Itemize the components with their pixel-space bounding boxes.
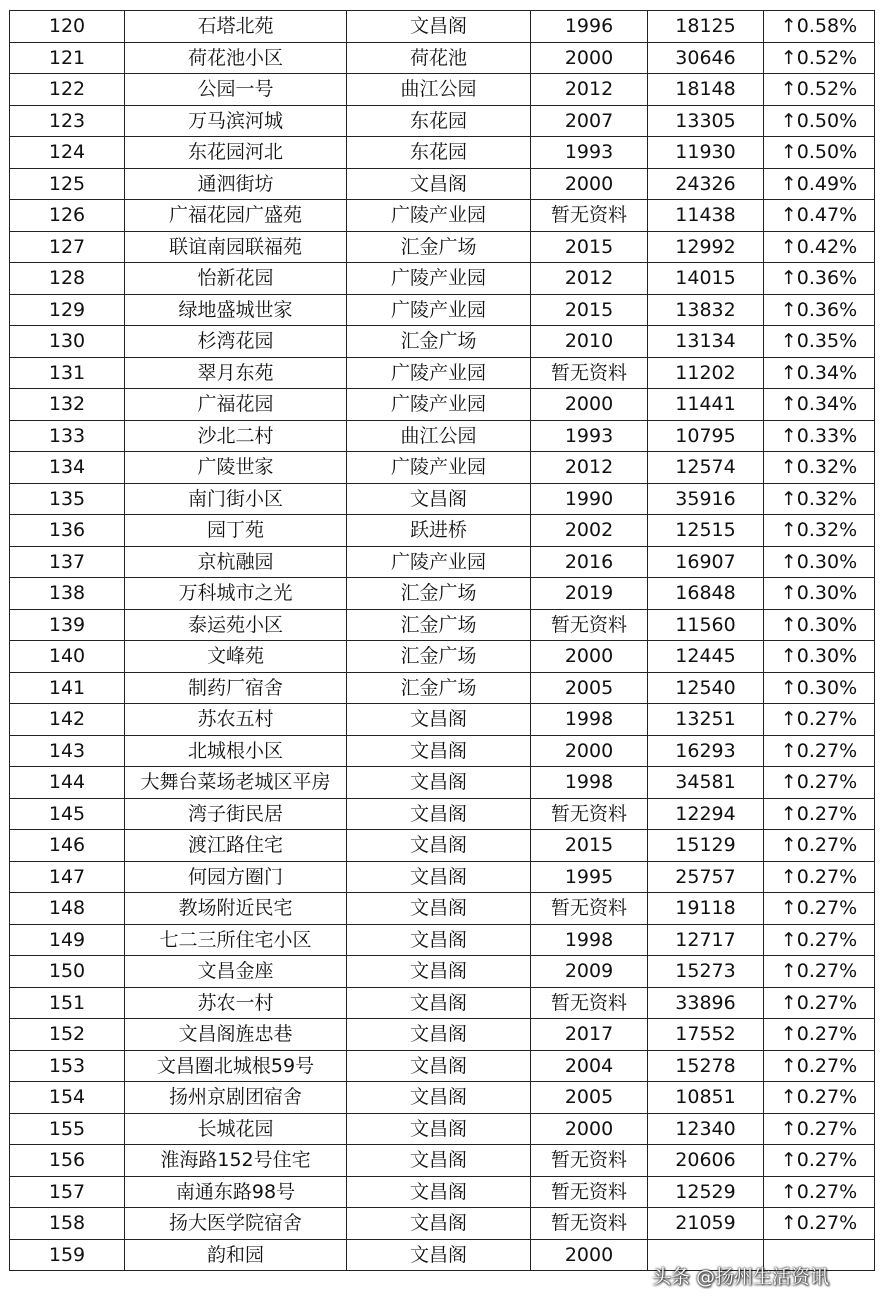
table-row bbox=[10, 105, 875, 137]
table-row bbox=[10, 1208, 875, 1240]
price-cell: 11930 bbox=[648, 137, 764, 169]
price-cell: 12574 bbox=[648, 452, 764, 484]
change-cell: ↑0.27% bbox=[764, 767, 875, 799]
year-cell: 2005 bbox=[531, 1082, 648, 1114]
price-cell: 13134 bbox=[648, 326, 764, 358]
area-cell: 广陵产业园 bbox=[347, 389, 531, 421]
price-cell: 10795 bbox=[648, 420, 764, 452]
area-cell: 汇金广场 bbox=[347, 578, 531, 610]
table-row bbox=[10, 830, 875, 862]
table-row bbox=[10, 1145, 875, 1177]
community-cell: 南通东路98号 bbox=[125, 1176, 347, 1208]
table-row bbox=[10, 735, 875, 767]
change-cell: ↑0.32% bbox=[764, 452, 875, 484]
year-cell: 2012 bbox=[531, 263, 648, 295]
year-cell: 暂无资料 bbox=[531, 798, 648, 830]
rank-cell: 144 bbox=[10, 767, 125, 799]
change-cell: ↑0.27% bbox=[764, 1208, 875, 1240]
year-cell: 1996 bbox=[531, 11, 648, 43]
rank-cell: 123 bbox=[10, 105, 125, 137]
price-cell: 33896 bbox=[648, 987, 764, 1019]
year-cell: 2012 bbox=[531, 452, 648, 484]
area-cell: 汇金广场 bbox=[347, 326, 531, 358]
area-cell: 文昌阁 bbox=[347, 483, 531, 515]
rank-cell: 137 bbox=[10, 546, 125, 578]
community-cell: 大舞台菜场老城区平房 bbox=[125, 767, 347, 799]
community-cell: 京杭融园 bbox=[125, 546, 347, 578]
year-cell: 暂无资料 bbox=[531, 1208, 648, 1240]
price-cell: 15278 bbox=[648, 1050, 764, 1082]
year-cell: 暂无资料 bbox=[531, 357, 648, 389]
change-cell: ↑0.36% bbox=[764, 294, 875, 326]
change-cell: ↑0.42% bbox=[764, 231, 875, 263]
price-cell: 12294 bbox=[648, 798, 764, 830]
change-cell: ↑0.50% bbox=[764, 137, 875, 169]
change-cell: ↑0.33% bbox=[764, 420, 875, 452]
community-cell: 文峰苑 bbox=[125, 641, 347, 673]
rank-cell: 132 bbox=[10, 389, 125, 421]
community-cell: 教场附近民宅 bbox=[125, 893, 347, 925]
community-cell: 苏农五村 bbox=[125, 704, 347, 736]
year-cell: 1993 bbox=[531, 420, 648, 452]
community-cell: 韵和园 bbox=[125, 1239, 347, 1271]
year-cell: 1998 bbox=[531, 924, 648, 956]
area-cell: 广陵产业园 bbox=[347, 357, 531, 389]
change-cell: ↑0.30% bbox=[764, 546, 875, 578]
table-row bbox=[10, 861, 875, 893]
year-cell: 2005 bbox=[531, 672, 648, 704]
area-cell: 汇金广场 bbox=[347, 672, 531, 704]
table-row bbox=[10, 924, 875, 956]
change-cell: ↑0.47% bbox=[764, 200, 875, 232]
price-cell: 16293 bbox=[648, 735, 764, 767]
community-cell: 沙北二村 bbox=[125, 420, 347, 452]
table-row bbox=[10, 893, 875, 925]
table-row bbox=[10, 1176, 875, 1208]
table-row bbox=[10, 200, 875, 232]
rank-cell: 150 bbox=[10, 956, 125, 988]
change-cell: ↑0.34% bbox=[764, 357, 875, 389]
community-cell: 翠月东苑 bbox=[125, 357, 347, 389]
price-cell: 12717 bbox=[648, 924, 764, 956]
year-cell: 2007 bbox=[531, 105, 648, 137]
price-cell: 11202 bbox=[648, 357, 764, 389]
area-cell: 文昌阁 bbox=[347, 1176, 531, 1208]
rank-cell: 159 bbox=[10, 1239, 125, 1271]
change-cell: ↑0.30% bbox=[764, 578, 875, 610]
year-cell: 暂无资料 bbox=[531, 987, 648, 1019]
community-cell: 通泗街坊 bbox=[125, 168, 347, 200]
price-cell: 13305 bbox=[648, 105, 764, 137]
community-cell: 渡江路住宅 bbox=[125, 830, 347, 862]
price-cell: 21059 bbox=[648, 1208, 764, 1240]
change-cell: ↑0.30% bbox=[764, 672, 875, 704]
table-row bbox=[10, 11, 875, 43]
change-cell: ↑0.27% bbox=[764, 704, 875, 736]
table-row bbox=[10, 357, 875, 389]
rank-cell: 122 bbox=[10, 74, 125, 106]
change-cell: ↑0.27% bbox=[764, 1050, 875, 1082]
rank-cell: 130 bbox=[10, 326, 125, 358]
year-cell: 2000 bbox=[531, 168, 648, 200]
community-cell: 扬大医学院宿舍 bbox=[125, 1208, 347, 1240]
community-cell: 荷花池小区 bbox=[125, 42, 347, 74]
area-cell: 文昌阁 bbox=[347, 1113, 531, 1145]
change-cell: ↑0.27% bbox=[764, 1082, 875, 1114]
year-cell: 2000 bbox=[531, 42, 648, 74]
community-cell: 东花园河北 bbox=[125, 137, 347, 169]
table-row bbox=[10, 672, 875, 704]
year-cell: 2009 bbox=[531, 956, 648, 988]
rank-cell: 129 bbox=[10, 294, 125, 326]
change-cell: ↑0.49% bbox=[764, 168, 875, 200]
change-cell: ↑0.27% bbox=[764, 893, 875, 925]
table-row bbox=[10, 798, 875, 830]
rank-cell: 121 bbox=[10, 42, 125, 74]
community-cell: 文昌圈北城根59号 bbox=[125, 1050, 347, 1082]
area-cell: 东花园 bbox=[347, 105, 531, 137]
rank-cell: 136 bbox=[10, 515, 125, 547]
area-cell: 文昌阁 bbox=[347, 861, 531, 893]
area-cell: 文昌阁 bbox=[347, 924, 531, 956]
table-row bbox=[10, 389, 875, 421]
year-cell: 2015 bbox=[531, 231, 648, 263]
change-cell: ↑0.30% bbox=[764, 609, 875, 641]
area-cell: 文昌阁 bbox=[347, 1239, 531, 1271]
price-cell: 18148 bbox=[648, 74, 764, 106]
change-cell: ↑0.27% bbox=[764, 1145, 875, 1177]
year-cell: 暂无资料 bbox=[531, 1176, 648, 1208]
area-cell: 汇金广场 bbox=[347, 609, 531, 641]
community-cell: 石塔北苑 bbox=[125, 11, 347, 43]
change-cell: ↑0.30% bbox=[764, 641, 875, 673]
change-cell: ↑0.35% bbox=[764, 326, 875, 358]
rank-cell: 133 bbox=[10, 420, 125, 452]
change-cell: ↑0.27% bbox=[764, 924, 875, 956]
table-row bbox=[10, 452, 875, 484]
price-cell: 20606 bbox=[648, 1145, 764, 1177]
community-cell: 广陵世家 bbox=[125, 452, 347, 484]
area-cell: 广陵产业园 bbox=[347, 263, 531, 295]
year-cell: 2019 bbox=[531, 578, 648, 610]
rank-cell: 140 bbox=[10, 641, 125, 673]
area-cell: 广陵产业园 bbox=[347, 546, 531, 578]
table-body bbox=[10, 11, 875, 1271]
rank-cell: 156 bbox=[10, 1145, 125, 1177]
year-cell: 1993 bbox=[531, 137, 648, 169]
year-cell: 1998 bbox=[531, 767, 648, 799]
price-cell: 12540 bbox=[648, 672, 764, 704]
change-cell: ↑0.36% bbox=[764, 263, 875, 295]
change-cell: ↑0.27% bbox=[764, 861, 875, 893]
table-row bbox=[10, 231, 875, 263]
area-cell: 文昌阁 bbox=[347, 1019, 531, 1051]
year-cell: 1998 bbox=[531, 704, 648, 736]
area-cell: 汇金广场 bbox=[347, 641, 531, 673]
year-cell: 2012 bbox=[531, 74, 648, 106]
change-cell: ↑0.27% bbox=[764, 735, 875, 767]
rank-cell: 134 bbox=[10, 452, 125, 484]
price-cell: 13251 bbox=[648, 704, 764, 736]
area-cell: 汇金广场 bbox=[347, 231, 531, 263]
price-cell: 34581 bbox=[648, 767, 764, 799]
rank-cell: 135 bbox=[10, 483, 125, 515]
community-cell: 万马滨河城 bbox=[125, 105, 347, 137]
change-cell: ↑0.27% bbox=[764, 1019, 875, 1051]
change-cell: ↑0.27% bbox=[764, 987, 875, 1019]
rank-cell: 128 bbox=[10, 263, 125, 295]
area-cell: 文昌阁 bbox=[347, 830, 531, 862]
rank-cell: 152 bbox=[10, 1019, 125, 1051]
year-cell: 暂无资料 bbox=[531, 200, 648, 232]
price-cell: 30646 bbox=[648, 42, 764, 74]
table-row bbox=[10, 767, 875, 799]
rank-cell: 146 bbox=[10, 830, 125, 862]
year-cell: 2015 bbox=[531, 830, 648, 862]
rank-cell: 143 bbox=[10, 735, 125, 767]
community-cell: 广福花园广盛苑 bbox=[125, 200, 347, 232]
rank-cell: 131 bbox=[10, 357, 125, 389]
year-cell: 2010 bbox=[531, 326, 648, 358]
table-row bbox=[10, 420, 875, 452]
table-row bbox=[10, 515, 875, 547]
price-cell: 35916 bbox=[648, 483, 764, 515]
table-row bbox=[10, 168, 875, 200]
price-cell: 17552 bbox=[648, 1019, 764, 1051]
price-cell: 14015 bbox=[648, 263, 764, 295]
year-cell: 2000 bbox=[531, 1239, 648, 1271]
table-row bbox=[10, 42, 875, 74]
year-cell: 2000 bbox=[531, 641, 648, 673]
area-cell: 文昌阁 bbox=[347, 1082, 531, 1114]
area-cell: 文昌阁 bbox=[347, 798, 531, 830]
area-cell: 曲江公园 bbox=[347, 74, 531, 106]
price-cell: 11560 bbox=[648, 609, 764, 641]
change-cell: ↑0.27% bbox=[764, 1113, 875, 1145]
area-cell: 广陵产业园 bbox=[347, 452, 531, 484]
year-cell: 2017 bbox=[531, 1019, 648, 1051]
rank-cell: 120 bbox=[10, 11, 125, 43]
year-cell: 1990 bbox=[531, 483, 648, 515]
change-cell: ↑0.27% bbox=[764, 956, 875, 988]
table-row bbox=[10, 956, 875, 988]
table-row bbox=[10, 1050, 875, 1082]
community-cell: 制药厂宿舍 bbox=[125, 672, 347, 704]
community-cell: 苏农一村 bbox=[125, 987, 347, 1019]
rank-cell: 158 bbox=[10, 1208, 125, 1240]
area-cell: 文昌阁 bbox=[347, 956, 531, 988]
change-cell: ↑0.52% bbox=[764, 42, 875, 74]
table-row bbox=[10, 74, 875, 106]
table-row bbox=[10, 609, 875, 641]
area-cell: 跃进桥 bbox=[347, 515, 531, 547]
community-cell: 长城花园 bbox=[125, 1113, 347, 1145]
change-cell: ↑0.27% bbox=[764, 798, 875, 830]
community-cell: 何园方圈门 bbox=[125, 861, 347, 893]
year-cell: 暂无资料 bbox=[531, 893, 648, 925]
price-cell: 11438 bbox=[648, 200, 764, 232]
area-cell: 广陵产业园 bbox=[347, 200, 531, 232]
community-cell: 怡新花园 bbox=[125, 263, 347, 295]
community-cell: 淮海路152号住宅 bbox=[125, 1145, 347, 1177]
community-cell: 文昌金座 bbox=[125, 956, 347, 988]
change-cell: ↑0.27% bbox=[764, 830, 875, 862]
table-row bbox=[10, 546, 875, 578]
table-row bbox=[10, 1019, 875, 1051]
area-cell: 文昌阁 bbox=[347, 1208, 531, 1240]
community-cell: 万科城市之光 bbox=[125, 578, 347, 610]
year-cell: 2000 bbox=[531, 1113, 648, 1145]
area-cell: 文昌阁 bbox=[347, 893, 531, 925]
rank-cell: 149 bbox=[10, 924, 125, 956]
community-cell: 泰运苑小区 bbox=[125, 609, 347, 641]
area-cell: 曲江公园 bbox=[347, 420, 531, 452]
rank-cell: 125 bbox=[10, 168, 125, 200]
price-cell: 13832 bbox=[648, 294, 764, 326]
price-cell: 16907 bbox=[648, 546, 764, 578]
community-cell: 文昌阁旌忠巷 bbox=[125, 1019, 347, 1051]
table-row bbox=[10, 704, 875, 736]
change-cell: ↑0.32% bbox=[764, 515, 875, 547]
table-row bbox=[10, 483, 875, 515]
table-row bbox=[10, 137, 875, 169]
area-cell: 文昌阁 bbox=[347, 704, 531, 736]
price-cell: 10851 bbox=[648, 1082, 764, 1114]
rank-cell: 153 bbox=[10, 1050, 125, 1082]
price-cell: 15273 bbox=[648, 956, 764, 988]
rank-cell: 124 bbox=[10, 137, 125, 169]
community-cell: 七二三所住宅小区 bbox=[125, 924, 347, 956]
price-cell: 19118 bbox=[648, 893, 764, 925]
table-row bbox=[10, 263, 875, 295]
rank-cell: 147 bbox=[10, 861, 125, 893]
price-cell: 11441 bbox=[648, 389, 764, 421]
table-row bbox=[10, 578, 875, 610]
year-cell: 2016 bbox=[531, 546, 648, 578]
change-cell: ↑0.52% bbox=[764, 74, 875, 106]
community-cell: 扬州京剧团宿舍 bbox=[125, 1082, 347, 1114]
price-cell: 15129 bbox=[648, 830, 764, 862]
price-cell: 12340 bbox=[648, 1113, 764, 1145]
year-cell: 1995 bbox=[531, 861, 648, 893]
year-cell: 2002 bbox=[531, 515, 648, 547]
change-cell: ↑0.34% bbox=[764, 389, 875, 421]
community-cell: 湾子街民居 bbox=[125, 798, 347, 830]
rank-cell: 127 bbox=[10, 231, 125, 263]
table-row bbox=[10, 987, 875, 1019]
area-cell: 东花园 bbox=[347, 137, 531, 169]
rank-cell: 142 bbox=[10, 704, 125, 736]
rank-cell: 141 bbox=[10, 672, 125, 704]
ranking-table bbox=[9, 10, 875, 1271]
rank-cell: 157 bbox=[10, 1176, 125, 1208]
change-cell: ↑0.58% bbox=[764, 11, 875, 43]
year-cell: 2000 bbox=[531, 735, 648, 767]
table-row bbox=[10, 326, 875, 358]
area-cell: 广陵产业园 bbox=[347, 294, 531, 326]
rank-cell: 145 bbox=[10, 798, 125, 830]
table-row bbox=[10, 641, 875, 673]
area-cell: 荷花池 bbox=[347, 42, 531, 74]
price-cell: 12992 bbox=[648, 231, 764, 263]
area-cell: 文昌阁 bbox=[347, 11, 531, 43]
rank-cell: 139 bbox=[10, 609, 125, 641]
year-cell: 暂无资料 bbox=[531, 609, 648, 641]
community-cell: 联谊南园联福苑 bbox=[125, 231, 347, 263]
rank-cell: 126 bbox=[10, 200, 125, 232]
area-cell: 文昌阁 bbox=[347, 1050, 531, 1082]
area-cell: 文昌阁 bbox=[347, 767, 531, 799]
rank-cell: 138 bbox=[10, 578, 125, 610]
year-cell: 暂无资料 bbox=[531, 1145, 648, 1177]
rank-cell: 155 bbox=[10, 1113, 125, 1145]
change-cell: ↑0.27% bbox=[764, 1176, 875, 1208]
area-cell: 文昌阁 bbox=[347, 735, 531, 767]
price-cell: 12529 bbox=[648, 1176, 764, 1208]
price-cell: 24326 bbox=[648, 168, 764, 200]
price-cell: 18125 bbox=[648, 11, 764, 43]
price-cell: 12445 bbox=[648, 641, 764, 673]
community-cell: 北城根小区 bbox=[125, 735, 347, 767]
area-cell: 文昌阁 bbox=[347, 168, 531, 200]
change-cell: ↑0.32% bbox=[764, 483, 875, 515]
table-row bbox=[10, 1113, 875, 1145]
rank-cell: 154 bbox=[10, 1082, 125, 1114]
rank-cell: 148 bbox=[10, 893, 125, 925]
area-cell: 文昌阁 bbox=[347, 1145, 531, 1177]
community-cell: 公园一号 bbox=[125, 74, 347, 106]
community-cell: 杉湾花园 bbox=[125, 326, 347, 358]
year-cell: 2000 bbox=[531, 389, 648, 421]
year-cell: 2004 bbox=[531, 1050, 648, 1082]
community-cell: 园丁苑 bbox=[125, 515, 347, 547]
community-cell: 南门街小区 bbox=[125, 483, 347, 515]
rank-cell: 151 bbox=[10, 987, 125, 1019]
community-cell: 广福花园 bbox=[125, 389, 347, 421]
price-cell: 16848 bbox=[648, 578, 764, 610]
change-cell: ↑0.50% bbox=[764, 105, 875, 137]
community-cell: 绿地盛城世家 bbox=[125, 294, 347, 326]
area-cell: 文昌阁 bbox=[347, 987, 531, 1019]
year-cell: 2015 bbox=[531, 294, 648, 326]
watermark: 头条 @扬州生活资讯 bbox=[652, 1266, 830, 1288]
table-row bbox=[10, 294, 875, 326]
price-cell: 12515 bbox=[648, 515, 764, 547]
price-cell: 25757 bbox=[648, 861, 764, 893]
table-row bbox=[10, 1082, 875, 1114]
